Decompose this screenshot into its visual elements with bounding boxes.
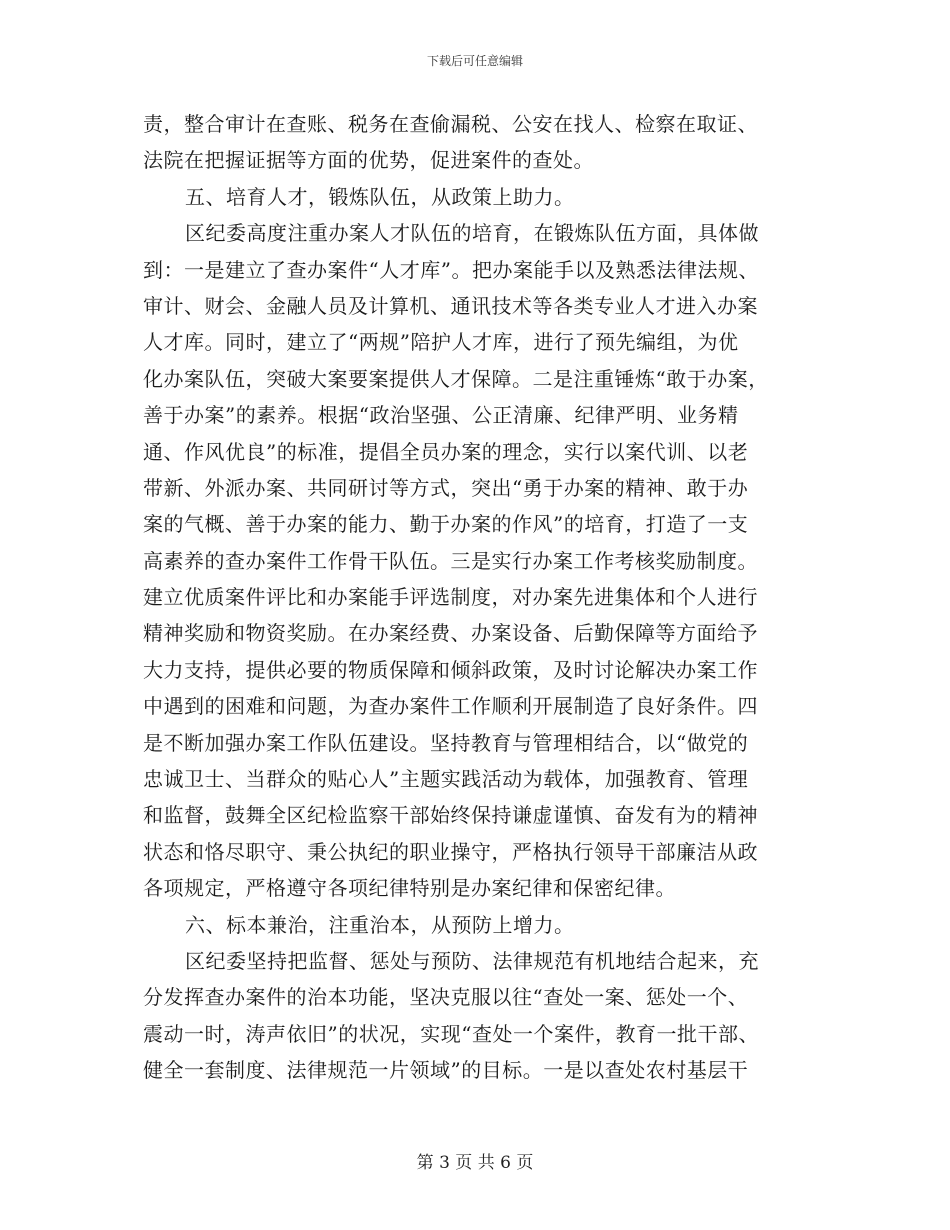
page-header: 下载后可任意编辑: [426, 54, 523, 68]
body-line: 中遇到的困难和问题，为查办案件工作顺利开展制造了良好条件。四: [143, 694, 758, 719]
page-number-footer: 第 3 页 共 6 页: [416, 1153, 534, 1173]
body-line: 案的气概、善于办案的能力、勤于办案的作风”的培育，打造了一支: [143, 512, 749, 537]
body-line: 健全一套制度、法律规范一片领域”的目标。一是以查处农村基层干: [143, 1058, 749, 1083]
body-line: 和监督，鼓舞全区纪检监察干部始终保持谦虚谨慎、奋发有为的精神: [143, 803, 758, 828]
body-line: 到：一是建立了查办案件“人才库”。把办案能手以及熟悉法律法规、: [143, 257, 759, 282]
document-body: [143, 106, 807, 1089]
body-line: 责，整合审计在查账、税务在查偷漏税、公安在找人、检察在取证、: [143, 112, 758, 136]
body-line: 审计、财会、金融人员及计算机、通讯技术等各类专业人才进入办案: [143, 293, 758, 318]
body-line: 法院在把握证据等方面的优势，促进案件的查处。: [143, 148, 594, 173]
body-line: 化办案队伍，突破大案要案提供人才保障。二是注重锤炼“敢于办案，: [143, 366, 769, 391]
body-line: 区纪委高度注重办案人才队伍的培育，在锻炼队伍方面，具体做: [185, 221, 759, 246]
body-line: 是不断加强办案工作队伍建设。坚持教育与管理相结合，以“做党的: [143, 730, 749, 755]
body-line: 善于办案”的素养。根据“政治坚强、公正清廉、纪律严明、业务精: [143, 403, 739, 428]
body-line: 区纪委坚持把监督、惩处与预防、法律规范有机地结合起来，充: [185, 948, 759, 973]
body-line: 通、作风优良”的标准，提倡全员办案的理念，实行以案代训、以老: [143, 439, 749, 464]
body-line: 人才库。同时，建立了“两规”陪护人才库，进行了预先编组，为优: [143, 330, 739, 355]
section-heading: 六、标本兼治，注重治本，从预防上增力。: [185, 912, 575, 937]
body-line: 各项规定，严格遵守各项纪律特别是办案纪律和保密纪律。: [143, 876, 676, 901]
body-line: 建立优质案件评比和办案能手评选制度，对办案先进集体和个人进行: [143, 585, 758, 610]
section-heading: 五、培育人才，锻炼队伍，从政策上助力。: [185, 184, 575, 209]
body-line: 震动一时，涛声依旧”的状况，实现“查处一个案件，教育一批干部、: [143, 1021, 759, 1046]
body-line: 忠诚卫士、当群众的贴心人”主题实践活动为载体，加强教育、管理: [143, 767, 749, 792]
body-line: 大力支持，提供必要的物质保障和倾斜政策，及时讨论解决办案工作: [143, 657, 758, 682]
body-line: 分发挥查办案件的治本功能，坚决克服以往“查处一案、惩处一个、: [143, 985, 749, 1010]
body-line: 状态和恪尽职守、秉公执纪的职业操守，严格执行领导干部廉洁从政: [143, 839, 758, 864]
body-line: 精神奖励和物资奖励。在办案经费、办案设备、后勤保障等方面给予: [143, 621, 758, 646]
body-line: 高素养的查办案件工作骨干队伍。三是实行办案工作考核奖励制度。: [143, 548, 758, 573]
body-line: 带新、外派办案、共同研讨等方式，突出“勇于办案的精神、敢于办: [143, 475, 749, 500]
